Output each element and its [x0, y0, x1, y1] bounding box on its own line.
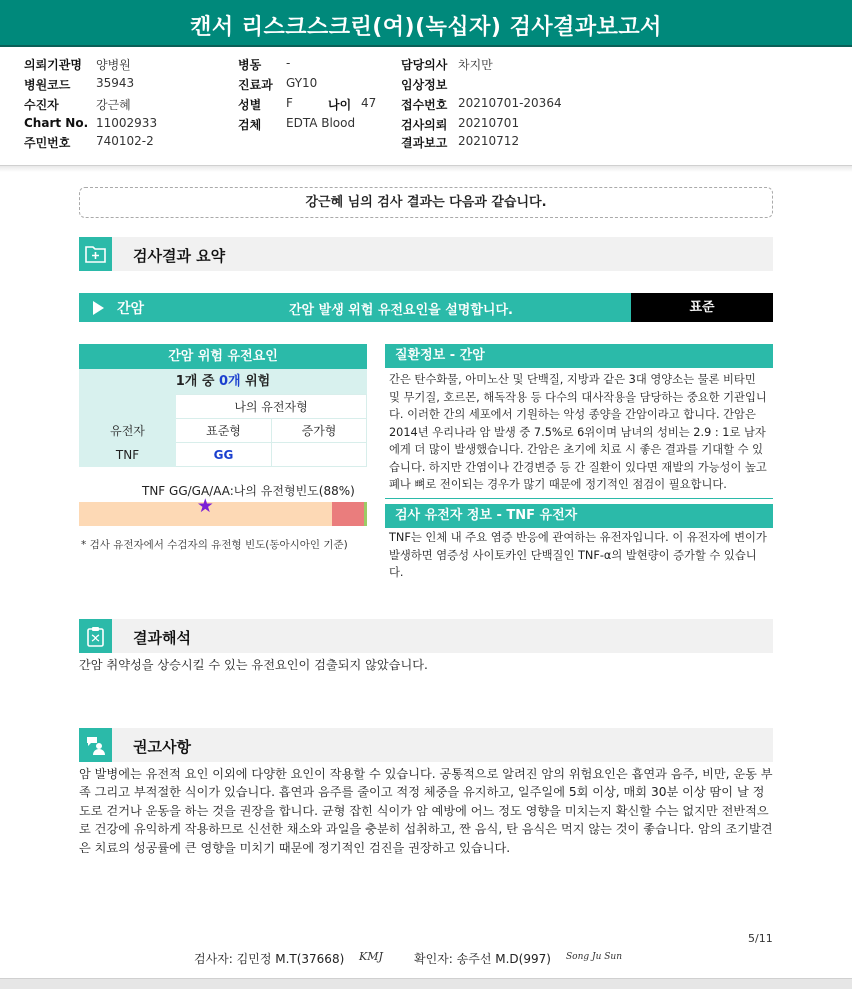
- standard-header: 표준형: [176, 419, 272, 443]
- chart-no-label: Chart No.: [24, 116, 89, 130]
- sex-value: F: [286, 96, 293, 110]
- clinical-label: 임상정보: [401, 78, 448, 92]
- disease-info-text: 간은 탄수화물, 아미노산 및 단백질, 지방과 같은 3대 영양소는 물론 비타민 및 무기질, 호르몬, 해독작용 등 다수의 대사작용을 담당하는 중요한 기관입니다. 이러한 간의 세포에서 기원하는 악성 종양을 간암이라고 합니다. 간암은 2014년 우리나라 암 발생 중 7.5%로 6위이며 남녀의 성비는 2.9 : 1로 남자에게 더 많이 발생했습니다. 간암은 초기에 치료 시 좋은 결과를 기대할 수 있습니다. 하지만 간염이나 간경변증 등 간 질환이 있다면 재발의 가능성이 높고 폐나 뼈로 전이되는 경우가 많기 때문에 정기적인 점검이 필요합니다.: [389, 373, 767, 491]
- triangle-right-icon: [93, 301, 104, 315]
- gene-cell: TNF: [80, 443, 176, 467]
- bottom-bar: [0, 978, 852, 989]
- divider: [385, 498, 773, 499]
- confirmer-signature: Song Ju Sun: [566, 952, 623, 962]
- chart-no-value: 11002933: [96, 116, 158, 130]
- tester-name: 검사자: 김민정 M.T(37668): [194, 952, 345, 966]
- gene-info-text: TNF는 인체 내 주요 염증 반응에 관여하는 유전자입니다. 이 유전자에 변이가 발생하면 염증성 사이토카인 단백질인 TNF-α의 발현량이 증가할 수 있습니다.: [389, 531, 767, 579]
- genotype-grid: [79, 394, 367, 467]
- folder-plus-icon: [79, 237, 112, 271]
- risk-count: [79, 369, 367, 394]
- risk-level-badge: 표준: [631, 293, 773, 322]
- doctor-label: 담당의사: [401, 58, 448, 72]
- dept-label: 진료과: [238, 78, 273, 92]
- disease-info-title: 질환정보 - 간암: [385, 344, 773, 368]
- ward-value: -: [286, 56, 291, 70]
- risk-count-prefix: 1개 중: [175, 374, 215, 389]
- star-icon: ★: [196, 495, 214, 517]
- standard-cell: GG: [176, 443, 272, 467]
- tester-signature: KMJ: [359, 950, 383, 963]
- frequency-note: * 검사 유전자에서 수검자의 유전형 빈도(동아시아인 기준): [81, 539, 348, 551]
- specimen-value: EDTA Blood: [286, 116, 356, 130]
- reception-value: 20210701-20364: [458, 96, 562, 110]
- request-value: 20210701: [458, 116, 520, 130]
- hospital-code-label: 병원코드: [24, 78, 71, 92]
- gene-info-title: 검사 유전자 정보 - TNF 유전자: [385, 504, 773, 528]
- frequency-text: TNF GG/GA/AA:나의 유전형빈도(88%): [142, 484, 355, 498]
- institution-value: 양병원: [96, 58, 131, 72]
- recommendation-title: 권고사항: [133, 738, 191, 756]
- risk-count-value: 0개: [218, 374, 241, 389]
- hospital-code-value: 35943: [96, 76, 135, 90]
- risk-table-title: 간암 위험 유전요인: [79, 344, 367, 369]
- recommendation-text: 암 발병에는 유전적 요인 이외에 다양한 요인이 작용할 수 있습니다. 공통적으로 알려진 암의 위험요인은 흡연과 음주, 비만, 운동 부족 그리고 부적절한 식이가 있습니다. 흡연과 음주를 줄이고 적정 체중을 유지하고, 일주일에 5회 이상, 매회 30분 이상 땀이 날 정도로 걷거나 운동을 하는 것을 권장을 합니다. 균형 잡힌 식이가 암 예방에 어느 정도 영향을 미치는지 확신할 수는 없지만 전반적으로 건강에 유익하게 작용하므로 신선한 채소와 과일을 충분히 섭취하고, 짠 음식, 탄 음식은 먹지 않는 것이 좋습니다. 암의 조기발견은 치료의 성공률에 큰 영향을 미치기 때문에 정기적인 검진을 권장하고 있습니다.: [79, 767, 773, 855]
- dept-value: GY10: [286, 76, 318, 90]
- greeting-box: 강근혜 님의 검사 결과는 다음과 같습니다.: [79, 187, 773, 218]
- sex-label: 성별: [238, 98, 262, 112]
- page-number: 5/11: [748, 932, 773, 945]
- increase-header: 증가형: [272, 419, 367, 443]
- cancer-name: 간암: [117, 301, 145, 317]
- recommendation-section-header: [79, 728, 773, 762]
- report-title: 캔서 리스크스크린(여)(녹십자) 검사결과보고서: [190, 15, 662, 40]
- gene-header: 유전자: [80, 419, 176, 443]
- ward-label: 병동: [238, 58, 262, 72]
- id-no-label: 주민번호: [24, 136, 71, 150]
- divider: [0, 166, 852, 172]
- risk-count-suffix: 위험: [245, 374, 271, 389]
- table-row: [80, 443, 367, 467]
- report-header: [0, 0, 852, 47]
- frequency-segment-ga: [332, 502, 364, 526]
- confirmer-name: 확인자: 송주선 M.D(997): [414, 952, 551, 966]
- patient-value: 강근혜: [96, 98, 131, 112]
- summary-title: 검사결과 요약: [133, 247, 226, 265]
- age-value: 47: [361, 96, 377, 110]
- patient-label: 수진자: [24, 98, 59, 112]
- my-genotype-header: 나의 유전자형: [176, 395, 367, 419]
- interpretation-section-header: [79, 619, 773, 653]
- frequency-bar: [79, 495, 367, 526]
- id-no-value: 740102-2: [96, 134, 154, 148]
- genotype-table: [79, 344, 367, 467]
- specimen-label: 검체: [238, 118, 262, 132]
- increase-cell: [272, 443, 367, 467]
- summary-section-header: [79, 237, 773, 271]
- frequency-segment-aa: [364, 502, 367, 526]
- blank-cell: [80, 395, 176, 419]
- doctor-value: 차지만: [458, 58, 493, 72]
- request-label: 검사의뢰: [401, 118, 448, 132]
- doctor-consult-icon: [79, 728, 112, 762]
- institution-label: 의뢰기관명: [24, 58, 82, 72]
- report-date-label: 결과보고: [401, 136, 448, 150]
- interpretation-title: 결과해석: [133, 629, 191, 647]
- age-label: 나이: [328, 98, 352, 112]
- clipboard-dna-icon: [79, 619, 112, 653]
- interpretation-text: 간암 취약성을 상승시킬 수 있는 유전요인이 검출되지 않았습니다.: [79, 658, 428, 672]
- patient-info: [0, 48, 852, 166]
- cancer-result-bar: [79, 293, 773, 322]
- reception-label: 접수번호: [401, 98, 448, 112]
- cancer-description: 간암 발생 위험 유전요인을 설명합니다.: [289, 303, 513, 318]
- report-date-value: 20210712: [458, 134, 520, 148]
